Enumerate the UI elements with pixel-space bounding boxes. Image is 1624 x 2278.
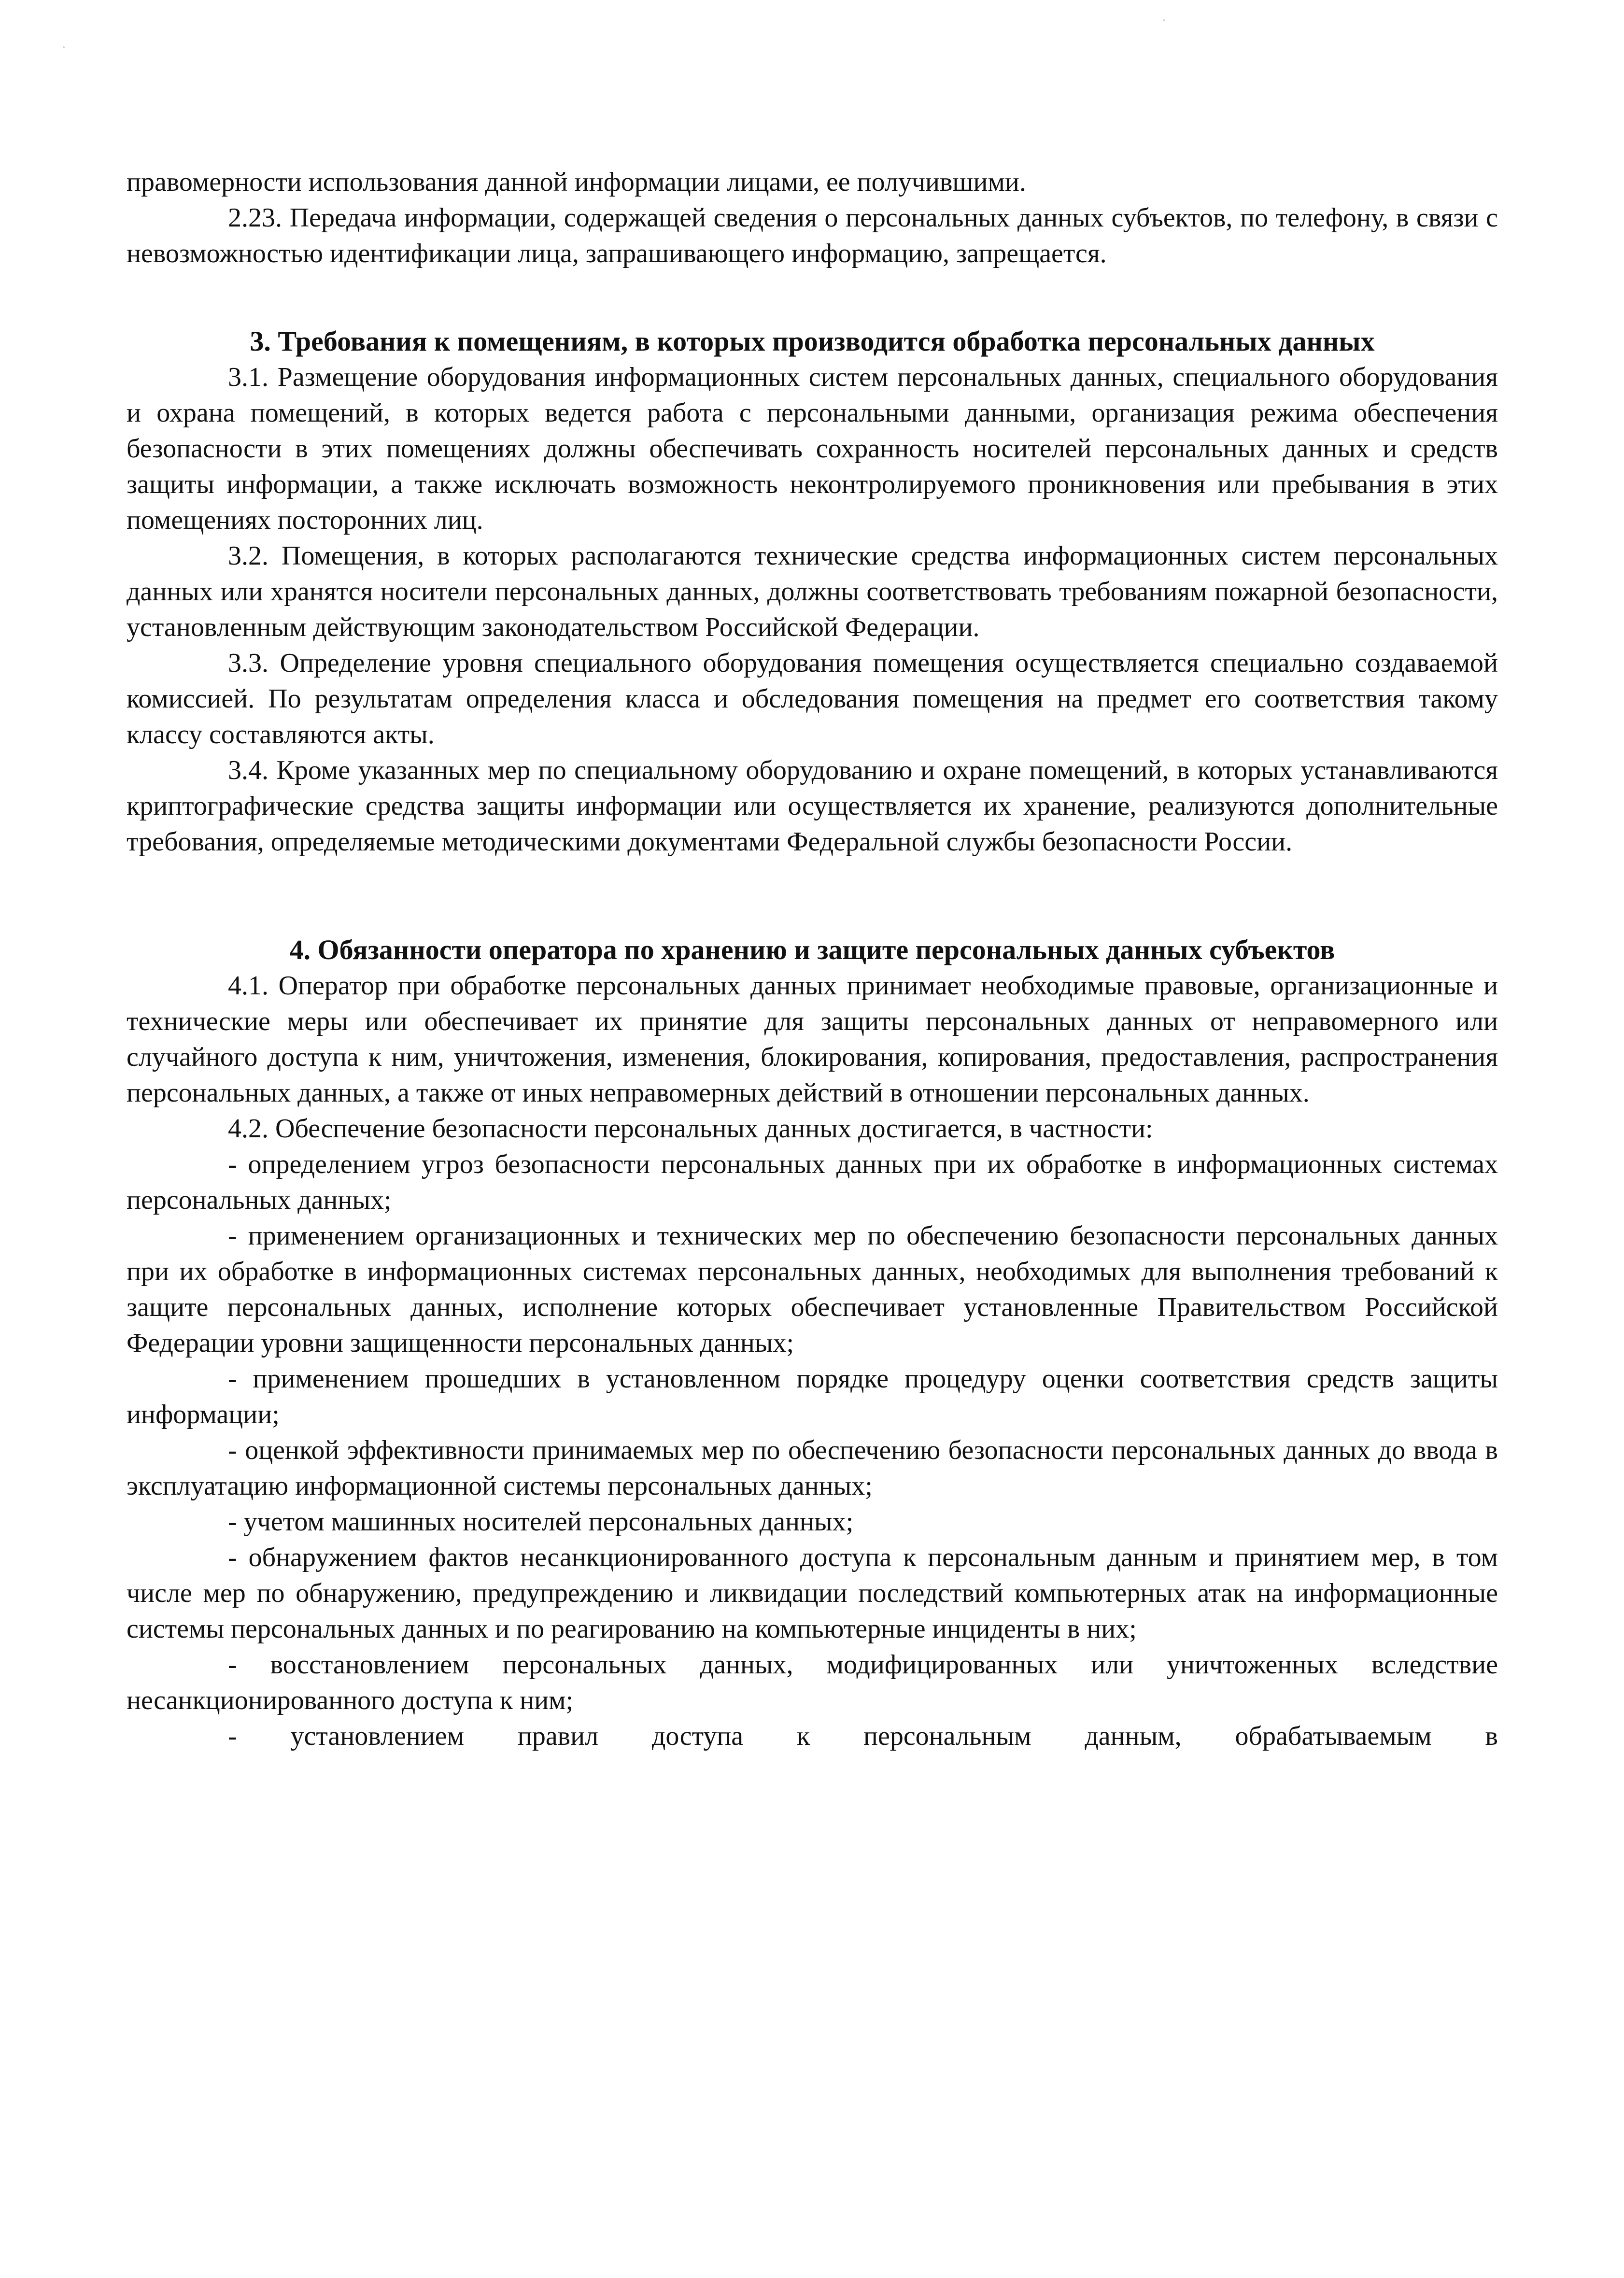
paragraph-3-1: 3.1. Размещение оборудования информационных систем персональных данных, специального оборудования и охрана помещений, в которых ведется работа с персональными данными, организация режима обеспечения безопасности в этих помещениях должны обеспечивать сохранность носителей персональных данных и средств защиты информации, а также исключать возможность неконтролируемого проникновения или пребывания в этих помещениях посторонних лиц.	[127, 362, 1498, 535]
scan-speck	[1163, 19, 1165, 21]
paragraph-3-4: 3.4. Кроме указанных мер по специальному оборудованию и охране помещений, в которых устанавливаются криптографические средства защиты информации или осуществляется их хранение, реализуются дополнительные требования, определяемые методическими документами Федеральной службы безопасности России.	[127, 755, 1498, 857]
paragraph-2-22-continuation: правомерности использования данной информации лицами, ее получившими.	[127, 167, 1026, 197]
paragraph-3-3: 3.3. Определение уровня специального оборудования помещения осуществляется специально создаваемой комиссией. По результатам определения класса и обследования помещения на предмет его соответствия такому классу составляются акты.	[127, 648, 1498, 750]
section-gap	[127, 860, 1498, 932]
section-4-heading: 4. Обязанности оператора по хранению и защите персональных данных субъектов	[289, 934, 1335, 965]
paragraph-4-2: 4.2. Обеспечение безопасности персональных данных достигается, в частности:	[228, 1114, 1153, 1144]
list-item: - установлением правил доступа к персональным данным, обрабатываемым в	[228, 1721, 1498, 1751]
scan-speck	[63, 46, 65, 48]
list-item: - учетом машинных носителей персональных данных;	[228, 1507, 854, 1537]
section-gap	[127, 271, 1498, 324]
list-item: - применением прошедших в установленном порядке процедуру оценки соответствия средств защиты информации;	[127, 1364, 1498, 1429]
list-item: - обнаружением фактов несанкционированного доступа к персональным данным и принятием мер, в том числе мер по обнаружению, предупреждению и ликвидации последствий компьютерных атак на информационные системы персональных данных и по реагированию на компьютерные инциденты в них;	[127, 1542, 1498, 1644]
list-item: - восстановлением персональных данных, модифицированных или уничтоженных вследствие несанкционированного доступа к ним;	[127, 1650, 1498, 1715]
list-item: - оценкой эффективности принимаемых мер по обеспечению безопасности персональных данных до ввода в эксплуатацию информационной системы персональных данных;	[127, 1435, 1498, 1501]
list-item: - определением угроз безопасности персональных данных при их обработке в информационных системах персональных данных;	[127, 1149, 1498, 1215]
section-3-heading: 3. Требования к помещениям, в которых производится обработка персональных данных	[250, 325, 1375, 357]
paragraph-3-2: 3.2. Помещения, в которых располагаются технические средства информационных систем персональных данных или хранятся носители персональных данных, должны соответствовать требованиям пожарной безопасности, установленным действующим законодательством Российской Федерации.	[127, 541, 1498, 642]
list-item: - применением организационных и технических мер по обеспечению безопасности персональных данных при их обработке в информационных системах персональных данных, необходимых для выполнения требований к защите персональных данных, исполнение которых обеспечивает установленные Правительством Российской Федерации уровни защищенности персональных данных;	[127, 1221, 1498, 1358]
paragraph-4-1: 4.1. Оператор при обработке персональных данных принимает необходимые правовые, организационные и технические меры или обеспечивает их принятие для защиты персональных данных от неправомерного или случайного доступа к ним, уничтожения, изменения, блокирования, копирования, предоставления, распространения персональных данных, а также от иных неправомерных действий в отношении персональных данных.	[127, 971, 1498, 1108]
document-body	[127, 164, 1498, 1754]
paragraph-2-23: 2.23. Передача информации, содержащей сведения о персональных данных субъектов, по телефону, в связи с невозможностью идентификации лица, запрашивающего информацию, запрещается.	[127, 203, 1498, 269]
